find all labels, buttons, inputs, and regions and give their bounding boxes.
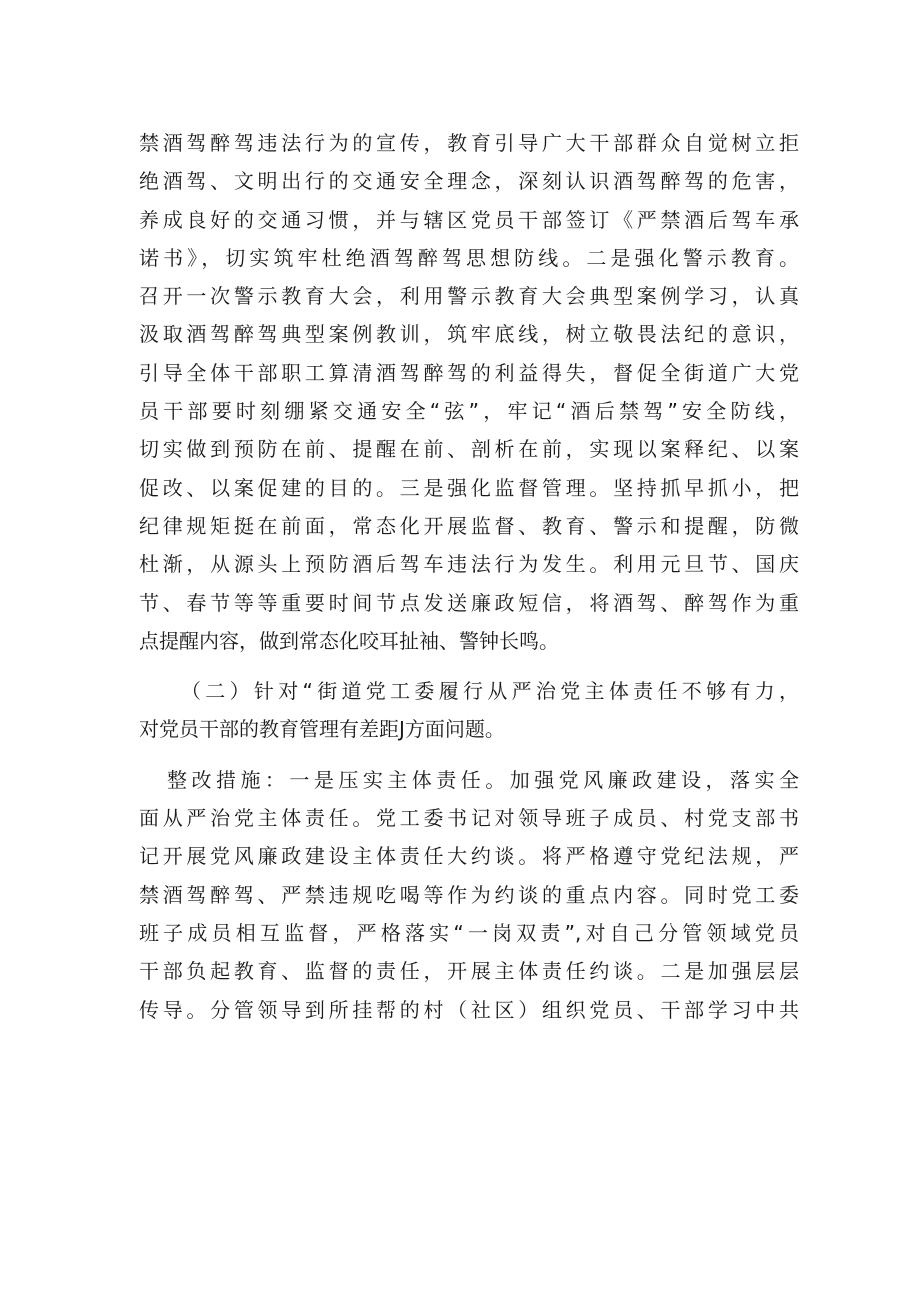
text-line: 促改、以案促建的目的。三是强化监督管理。坚持抓早抓小，把 xyxy=(139,475,799,500)
text-line: 养成良好的交通习惯，并与辖区党员干部签订《严禁酒后驾车承 xyxy=(139,207,799,232)
paragraph-gap xyxy=(139,749,799,761)
text-line: 禁酒驾醉驾、严禁违规吃喝等作为约谈的重点内容。同时党工委 xyxy=(139,882,799,907)
text-line: 传导。分管领导到所挂帮的村（社区）组织党员、干部学习中共 xyxy=(139,997,799,1022)
text-line: 纪律规矩挺在前面，常态化开展监督、教育、警示和提醒，防微 xyxy=(139,513,799,538)
paragraph-gap xyxy=(139,660,799,672)
text-line: 班子成员相互监督，严格落实“一岗双责”,对自己分管领域党员 xyxy=(139,920,799,945)
text-line: 点提醒内容，做到常态化咬耳扯袖、警钟长鸣。 xyxy=(139,628,559,653)
text-line: 干部负起教育、监督的责任，开展主体责任约谈。二是加强层层 xyxy=(139,959,799,984)
text-line: 绝酒驾、文明出行的交通安全理念，深刻认识酒驾醉驾的危害， xyxy=(139,169,799,194)
section-heading-line: 对党员干部的教育管理有差距J方面问题。 xyxy=(139,717,505,742)
paragraph-1 xyxy=(139,124,799,660)
text-line: 员干部要时刻绷紧交通安全“弦”，牢记“酒后禁驾”安全防线， xyxy=(139,399,799,424)
document-body xyxy=(139,124,799,1029)
text-line: 记开展党风廉政建设主体责任大约谈。将严格遵守党纪法规，严 xyxy=(139,844,799,869)
paragraph-3 xyxy=(139,761,799,1029)
text-line: 诺书》，切实筑牢杜绝酒驾醉驾思想防线。二是强化警示教育。 xyxy=(139,245,799,270)
paragraph-2 xyxy=(139,672,799,749)
text-line: 切实做到预防在前、提醒在前、剖析在前，实现以案释纪、以案 xyxy=(139,437,799,462)
text-line: 节、春节等等重要时间节点发送廉政短信，将酒驾、醉驾作为重 xyxy=(139,590,799,615)
text-line: 整改措施：一是压实主体责任。加强党风廉政建设，落实全 xyxy=(167,767,799,792)
text-line: 引导全体干部职工算清酒驾醉驾的利益得失，督促全街道广大党 xyxy=(139,360,799,385)
text-line: 面从严治党主体责任。党工委书记对领导班子成员、村党支部书 xyxy=(139,806,799,831)
text-line: 禁酒驾醉驾违法行为的宣传，教育引导广大干部群众自觉树立拒 xyxy=(139,131,799,155)
text-line: 召开一次警示教育大会，利用警示教育大会典型案例学习，认真 xyxy=(139,284,799,309)
text-line: 杜渐，从源头上预防酒后驾车违法行为发生。利用元旦节、国庆 xyxy=(139,552,799,577)
section-heading-line: （二）针对“街道党工委履行从严治党主体责任不够有力， xyxy=(181,679,799,704)
text-line: 汲取酒驾醉驾典型案例教训，筑牢底线，树立敬畏法纪的意识， xyxy=(139,322,799,347)
